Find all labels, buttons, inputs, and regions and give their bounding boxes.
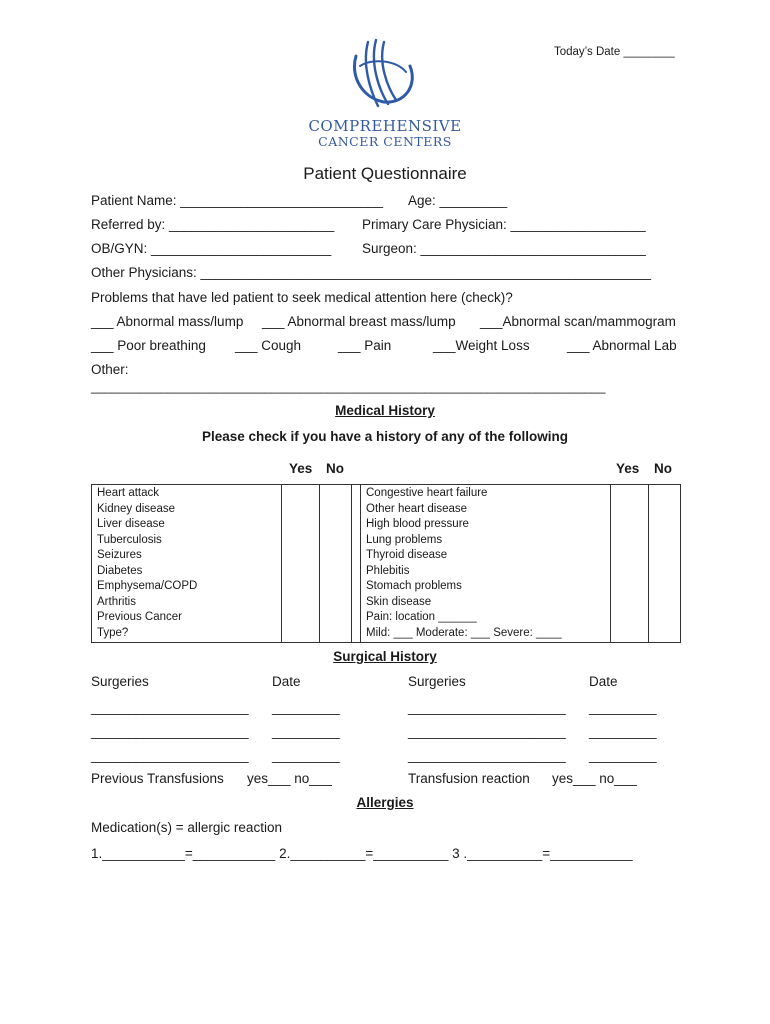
condition-item: Diabetes — [97, 564, 143, 577]
other-input[interactable]: __________________________________________________________________________ — [91, 380, 606, 394]
surgery-date-input[interactable]: _________ — [272, 700, 340, 715]
problem-abnormal-mass[interactable]: ___ Abnormal mass/lump — [91, 314, 244, 329]
surgeries-label-left: Surgeries — [91, 674, 149, 689]
condition-item: Stomach problems — [366, 580, 462, 592]
condition-item: Liver disease — [97, 518, 165, 530]
yes-checkbox-column-left[interactable] — [282, 485, 320, 643]
surgery-date-input[interactable]: _________ — [589, 700, 657, 715]
condition-item[interactable]: Pain: location ______ — [366, 611, 477, 623]
transfusion-reaction-label: Transfusion reaction — [408, 771, 530, 786]
no-header-left: No — [326, 461, 344, 476]
condition-item: Skin disease — [366, 595, 432, 608]
page-title: Patient Questionnaire — [303, 164, 467, 183]
other-label: Other: — [91, 362, 129, 377]
yes-header-right: Yes — [616, 461, 640, 476]
problem-abnormal-breast-mass[interactable]: ___ Abnormal breast mass/lump — [262, 314, 456, 329]
condition-item: Seizures — [97, 549, 142, 561]
patient-name-field[interactable]: Patient Name: ___________________________ — [91, 193, 384, 208]
condition-item: Emphysema/COPD — [97, 580, 198, 592]
condition-item: Previous Cancer — [97, 611, 183, 623]
allergies-heading: Allergies — [356, 795, 414, 810]
date-label-left: Date — [272, 674, 301, 689]
previous-transfusions-yes-no[interactable]: yes___ no___ — [247, 771, 332, 786]
condition-item: Congestive heart failure — [366, 487, 488, 499]
surgery-date-input[interactable]: _________ — [272, 748, 340, 763]
medical-history-subheading: Please check if you have a history of any of the following — [201, 429, 569, 444]
logo-line-1: COMPREHENSIVE — [308, 117, 462, 135]
condition-item: Kidney disease — [97, 502, 175, 515]
condition-item: High blood pressure — [366, 518, 469, 530]
surgery-input[interactable]: _____________________ — [408, 724, 566, 739]
surgical-history-heading: Surgical History — [333, 649, 437, 664]
no-header-right: No — [654, 461, 672, 476]
problem-cough[interactable]: ___ Cough — [235, 338, 302, 353]
referred-by-field[interactable]: Referred by: ______________________ — [91, 217, 335, 232]
condition-item: Tuberculosis — [97, 533, 162, 546]
surgery-date-input[interactable]: _________ — [589, 748, 657, 763]
yes-checkbox-column-right[interactable] — [611, 485, 649, 643]
condition-item: Heart attack — [97, 487, 159, 499]
surgery-date-input[interactable]: _________ — [589, 724, 657, 739]
allergy-entries[interactable]: 1.___________=___________ 2.__________=__________ 3 .__________=___________ — [91, 846, 633, 861]
surgery-input[interactable]: _____________________ — [408, 748, 566, 763]
date-label-right: Date — [589, 674, 618, 689]
medical-history-heading: Medical History — [335, 403, 435, 418]
surgery-input[interactable]: _____________________ — [91, 724, 249, 739]
obgyn-field[interactable]: OB/GYN: ________________________ — [91, 241, 332, 256]
condition-item: Lung problems — [366, 533, 443, 546]
problem-poor-breathing[interactable]: ___ Poor breathing — [91, 338, 206, 353]
problem-abnormal-scan[interactable]: ___Abnormal scan/mammogram — [480, 314, 676, 329]
transfusion-reaction-yes-no[interactable]: yes___ no___ — [552, 771, 637, 786]
surgery-input[interactable]: _____________________ — [91, 748, 249, 763]
surgery-input[interactable]: _____________________ — [408, 700, 566, 715]
condition-item: Thyroid disease — [366, 549, 448, 561]
problem-pain[interactable]: ___ Pain — [338, 338, 392, 353]
surgeon-field[interactable]: Surgeon: ______________________________ — [362, 241, 646, 256]
column-spacer — [352, 485, 361, 643]
problem-abnormal-lab[interactable]: ___ Abnormal Lab — [567, 338, 677, 353]
problems-prompt: Problems that have led patient to seek medical attention here (check)? — [91, 290, 513, 305]
condition-item: Type? — [97, 626, 129, 639]
no-checkbox-column-left[interactable] — [320, 485, 352, 643]
yes-header-left: Yes — [289, 461, 313, 476]
logo-line-2: CANCER CENTERS — [318, 134, 452, 149]
age-field[interactable]: Age: _________ — [408, 193, 508, 208]
condition-item[interactable]: Mild: ___ Moderate: ___ Severe: ____ — [366, 626, 562, 639]
surgeries-label-right: Surgeries — [408, 674, 466, 689]
medical-history-table — [91, 484, 681, 643]
condition-item: Arthritis — [97, 595, 136, 608]
no-checkbox-column-right[interactable] — [649, 485, 681, 643]
surgery-input[interactable]: _____________________ — [91, 700, 249, 715]
condition-item: Other heart disease — [366, 502, 468, 515]
surgery-date-input[interactable]: _________ — [272, 724, 340, 739]
medication-allergy-label: Medication(s) = allergic reaction — [91, 820, 282, 835]
condition-item: Phlebitis — [366, 564, 410, 577]
todays-date-field[interactable]: Today’s Date ________ — [554, 46, 675, 58]
conditions-list-right — [361, 485, 611, 643]
logo-mark-icon — [348, 36, 420, 108]
pcp-field[interactable]: Primary Care Physician: __________________ — [362, 217, 646, 232]
other-physicians-field[interactable]: Other Physicians: ____________________________________________________________ — [91, 265, 652, 280]
previous-transfusions-label: Previous Transfusions — [91, 771, 224, 786]
conditions-list-left — [92, 485, 282, 643]
problem-weight-loss[interactable]: ___Weight Loss — [433, 338, 530, 353]
